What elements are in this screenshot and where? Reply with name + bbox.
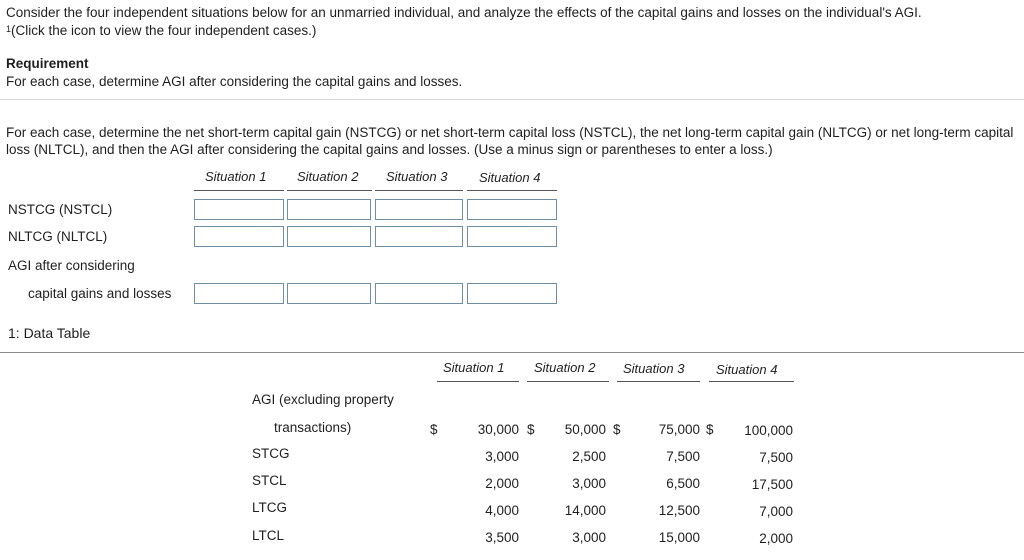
agi-value-situation-1: 30,000 xyxy=(477,422,519,437)
header-underline xyxy=(375,190,463,191)
header-underline xyxy=(617,381,700,382)
table-cell: 2,000 xyxy=(759,531,793,546)
table-row-label: STCL xyxy=(252,473,287,488)
nstcg-situation-4-input[interactable] xyxy=(467,199,557,220)
table-cell: 2,000 xyxy=(485,476,519,491)
currency-symbol: $ xyxy=(527,422,535,437)
row-label-agi-line-1: AGI after considering xyxy=(8,258,135,273)
table-cell: 14,000 xyxy=(564,503,606,518)
nltcg-situation-2-input[interactable] xyxy=(287,226,371,247)
table-cell: 3,000 xyxy=(572,530,606,545)
table-cell: 12,500 xyxy=(658,503,700,518)
table-cell: 7,500 xyxy=(666,449,700,464)
data-header-situation-2: Situation 2 xyxy=(534,360,596,375)
agi-value-situation-4: 100,000 xyxy=(744,423,793,438)
table-cell: 2,500 xyxy=(572,449,606,464)
intro-line-2 xyxy=(6,22,922,40)
table-row-label: LTCL xyxy=(252,528,285,543)
agi-value-situation-3: 75,000 xyxy=(658,422,700,437)
data-header-situation-1: Situation 1 xyxy=(443,360,505,375)
table-cell: 4,000 xyxy=(485,503,519,518)
agi-label-line-1: AGI (excluding property xyxy=(252,392,394,407)
currency-symbol: $ xyxy=(613,422,621,437)
row-label-agi-line-2: capital gains and losses xyxy=(28,286,172,301)
table-cell: 3,000 xyxy=(485,449,519,464)
nltcg-situation-3-input[interactable] xyxy=(375,226,463,247)
intro-text xyxy=(6,4,922,40)
agi-situation-3-input[interactable] xyxy=(375,283,463,304)
intro-line-1: Consider the four independent situations below for an unmarried individual, and analyze the effects of the capital gains and losses on the individual's AGI. xyxy=(6,5,922,20)
answer-header-situation-2: Situation 2 xyxy=(297,169,359,184)
agi-label-line-2: transactions) xyxy=(274,420,352,435)
agi-situation-1-input[interactable] xyxy=(194,283,284,304)
table-cell: 6,500 xyxy=(666,476,700,491)
row-label-nstcg: NSTCG (NSTCL) xyxy=(8,202,113,217)
table-row-label: LTCG xyxy=(252,500,288,515)
header-underline xyxy=(709,381,794,382)
answer-header-situation-3: Situation 3 xyxy=(386,169,448,184)
data-table-divider xyxy=(0,352,1024,353)
agi-situation-2-input[interactable] xyxy=(287,283,371,304)
table-cell: 17,500 xyxy=(751,477,793,492)
table-cell: 7,500 xyxy=(759,450,793,465)
agi-situation-4-input[interactable] xyxy=(467,283,557,304)
answer-header-situation-1: Situation 1 xyxy=(205,169,267,184)
instructions-text: For each case, determine the net short-term capital gain (NSTCG) or net short-term capital loss (NSTCL), the net long-term capital gain (NLTCG) or net long-term capital loss (NLTCL), and then the AGI after considering the capital gains and losses. (Use a minus sign or parentheses to enter a loss.) xyxy=(6,125,1014,157)
data-header-situation-3: Situation 3 xyxy=(623,361,685,376)
row-label-nltcg: NLTCG (NLTCL) xyxy=(8,229,108,244)
header-underline xyxy=(527,381,609,382)
nstcg-situation-2-input[interactable] xyxy=(287,199,371,220)
footnote-marker[interactable]: 1 xyxy=(6,24,12,34)
nltcg-situation-4-input[interactable] xyxy=(467,226,557,247)
currency-symbol: $ xyxy=(706,422,714,437)
header-underline xyxy=(194,190,284,191)
header-underline xyxy=(287,190,372,191)
nstcg-situation-1-input[interactable] xyxy=(194,199,284,220)
table-cell: 3,500 xyxy=(485,530,519,545)
table-cell: 15,000 xyxy=(658,530,700,545)
header-underline xyxy=(467,190,557,191)
data-header-situation-4: Situation 4 xyxy=(716,362,778,377)
table-cell: 7,000 xyxy=(759,504,793,519)
agi-value-situation-2: 50,000 xyxy=(564,422,606,437)
view-cases-link[interactable]: (Click the icon to view the four independent cases.) xyxy=(11,23,317,38)
requirement-title: Requirement xyxy=(6,56,89,71)
nltcg-situation-1-input[interactable] xyxy=(194,226,284,247)
nstcg-situation-3-input[interactable] xyxy=(375,199,463,220)
currency-symbol: $ xyxy=(430,422,438,437)
divider xyxy=(0,99,1024,100)
requirement-text: For each case, determine AGI after considering the capital gains and losses. xyxy=(6,74,463,89)
header-underline xyxy=(437,381,519,382)
table-cell: 3,000 xyxy=(572,476,606,491)
table-row-label: STCG xyxy=(252,446,290,461)
answer-header-situation-4: Situation 4 xyxy=(479,170,541,185)
data-table-title: 1: Data Table xyxy=(8,325,91,341)
